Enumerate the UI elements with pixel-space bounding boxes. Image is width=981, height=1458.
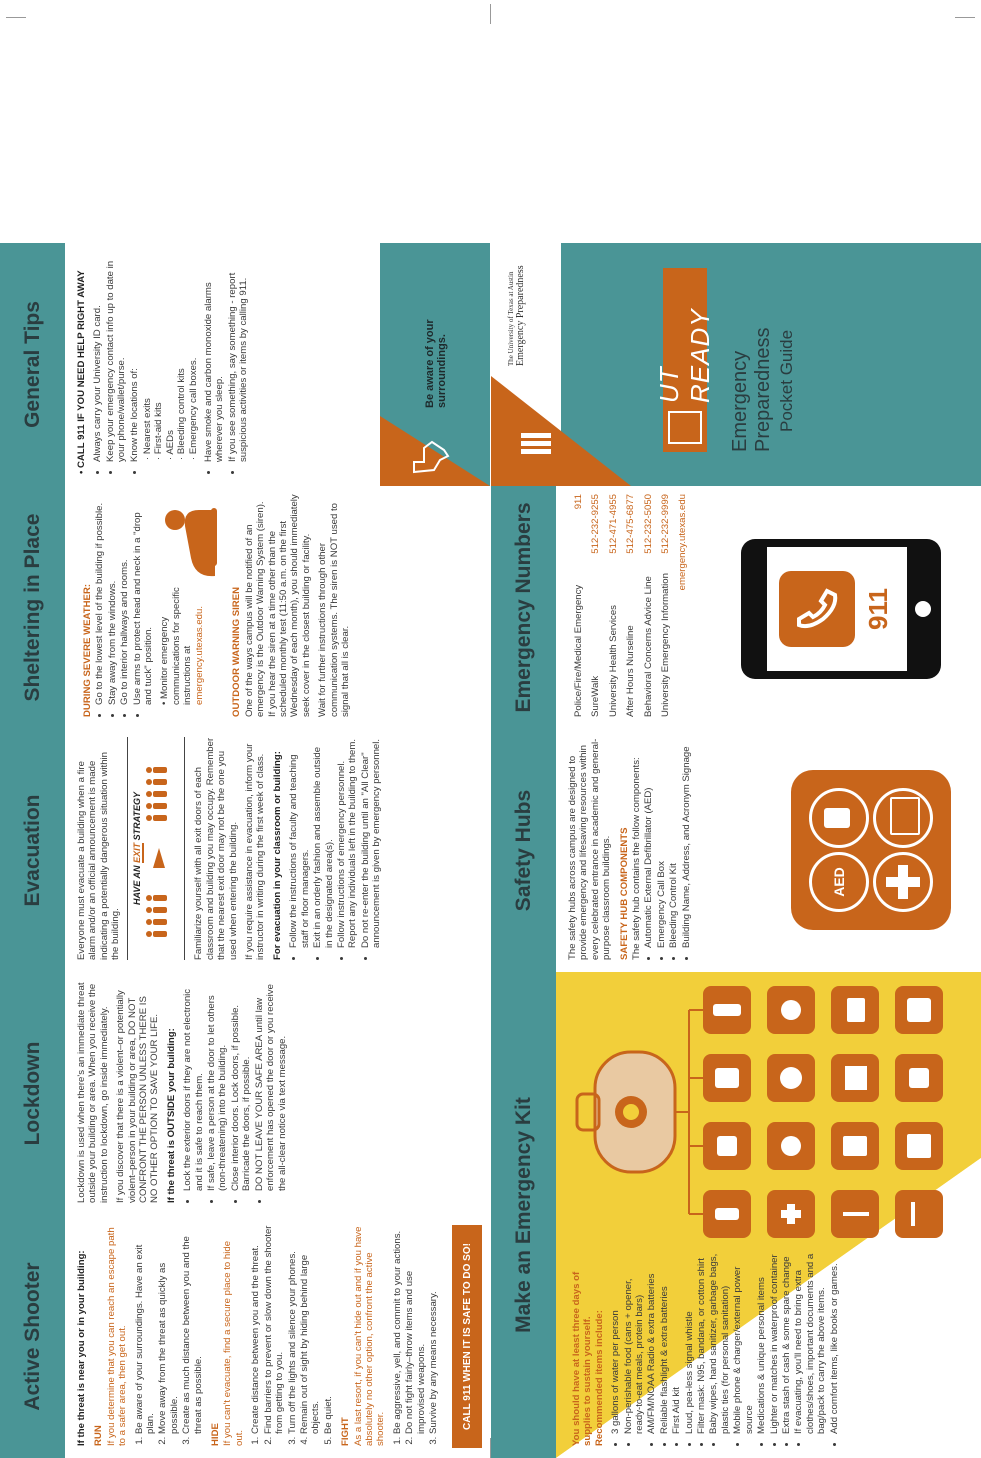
list-item: · AEDs	[164, 430, 176, 460]
monitor-link[interactable]: emergency.utexas.edu.	[193, 605, 205, 705]
list-item: • Stay away from the windows.	[107, 494, 118, 705]
list-item: • Follow instructions of emergency personnel. Report any individuals left in the building to them.	[336, 737, 359, 948]
monitor-text: • Monitor emergency communications for specific instructions at emergency.utexas.edu.	[159, 587, 205, 705]
ut-ready-logo	[654, 268, 715, 452]
list-item: • If evacuating, you'll need to bring extra clothes/shoes, important documents and a bag/pack to carry the above items.	[793, 1252, 827, 1434]
home-button	[915, 601, 931, 617]
panel-title: Active Shooter	[0, 1215, 65, 1458]
crop-mark	[490, 4, 491, 24]
list-item: • 3 gallons of water per person	[610, 1252, 621, 1434]
panel-title: Safety Hubs	[491, 729, 556, 972]
tips-list-2	[203, 251, 250, 474]
list-item: • Medications & unique personal items	[756, 1252, 767, 1434]
components-heading: SAFETY HUB COMPONENTS	[618, 827, 630, 960]
list-item: 3. Turn off the lights and silence your phones.	[287, 1223, 298, 1434]
list-item: · Bleeding control kits	[176, 368, 188, 460]
panel-active-shooter	[0, 1215, 490, 1458]
list-item: • Building Name, Address, and Acronym Signage	[681, 737, 692, 948]
org-line-2: Emergency Preparedness	[515, 265, 526, 366]
kit-intro: You should have at least three days of supplies to sustain yourself. Recommended items include:	[571, 1271, 605, 1446]
list-item: • Mobile phone & charger/external power source	[732, 1252, 755, 1434]
cover-title	[729, 243, 798, 452]
panel-body	[76, 737, 388, 960]
signage-icon	[873, 788, 933, 848]
panel-title: Make an Emergency Kit	[491, 972, 556, 1458]
list-item: • Emergency Call Box	[656, 737, 667, 948]
list-item: • Use arms to protect head and neck in a "drop and tuck" position.	[132, 494, 155, 705]
list-item: • Non-perishable food (cans + opener, ready-to-eat meals, protein bars)	[623, 1252, 646, 1434]
panel-body	[76, 1223, 444, 1446]
location-text: Bleeding control kits	[176, 368, 188, 455]
hide-list	[250, 1223, 334, 1446]
panel-body	[76, 980, 293, 1203]
monitor-label: Monitor emergency communications for specific instructions at	[159, 587, 194, 705]
list-item: • Add comfort items, like books or games.	[829, 1252, 840, 1434]
evacuation-list	[288, 737, 382, 960]
list-item: • If safe, leave a person at the door to let others (non-threatening) into the building.	[206, 980, 229, 1191]
list-item: • Go to the lowest level of the building if possible.	[94, 494, 105, 705]
panel-title: Sheltering in Place	[0, 486, 65, 729]
phone-number[interactable]: 512-471-4955	[607, 494, 619, 554]
list-item: • Reliable flashlight & extra batteries	[659, 1252, 670, 1434]
phone-screen	[767, 547, 907, 671]
list-item: • Exit in an orderly fashion and assemble outside in the designated area(s).	[312, 737, 335, 948]
number-row	[608, 494, 619, 717]
bottom-row	[491, 0, 981, 1458]
call-911-bar: CALL 911 WHEN IT IS SAFE TO DO SO!	[452, 1225, 482, 1448]
number-label: SureWalk	[590, 675, 602, 717]
classroom-heading: For evacuation in your classroom or building:	[271, 751, 283, 960]
components-intro: The safety hub contains the follow components:	[631, 757, 643, 960]
weather-list	[94, 494, 154, 717]
location-text: AEDs	[164, 430, 176, 455]
hide-heading: HIDE	[210, 1423, 222, 1446]
number-row	[643, 494, 654, 717]
cover-title-1: Emergency Preparedness	[729, 327, 774, 452]
people-exit-icon	[143, 749, 175, 949]
panel-body	[76, 494, 357, 717]
safety-hub-graphic	[791, 770, 951, 930]
evacuation-assistance: If you require assistance in evacuation, inform your instructor in writing during the first week of class.	[244, 743, 267, 960]
list-item: • Baby wipes, hand sanitizer, garbage bags, plastic ties (for personal sanitation)	[708, 1252, 731, 1434]
list-item: • Know the locations of:	[129, 251, 140, 462]
list-item: • Lighter or matches in waterproof container	[769, 1252, 780, 1434]
siren-paragraph: One of the ways campus will be notified of an emergency is the Outdoor Warning System (siren). If you hear the siren at a time other than the scheduled monthly test (11:50 a.m. on the first Wednesday of each month), you should immediately seek cover in the closest building or facility.	[243, 494, 312, 717]
locations-list	[142, 251, 199, 474]
texas-icon	[410, 438, 450, 478]
list-item: • AM/FM/NOAA Radio & extra batteries	[646, 1252, 657, 1434]
number-row	[625, 494, 636, 717]
panel-cover	[491, 243, 981, 486]
phone-number[interactable]: 512-232-9255	[590, 494, 602, 554]
intro-text: If the threat is near you or in your building:	[76, 1250, 87, 1446]
backpack-icon	[577, 1052, 675, 1172]
warning-icon	[521, 424, 571, 464]
crop-mark	[6, 17, 26, 18]
list-item: • Keep your emergency contact info up to date in your phone/wallet/purse.	[105, 251, 128, 462]
outside-heading: If the threat is OUTSIDE your building:	[165, 1028, 177, 1203]
run-list	[134, 1223, 204, 1446]
number-label: Behavioral Concerns Advice Line	[642, 576, 654, 717]
call-icon	[779, 571, 855, 647]
list-item: 5. Be quiet.	[323, 1223, 334, 1434]
list-item: 2. Move away from the threat as quickly as possible.	[157, 1223, 180, 1434]
phone-number[interactable]: 512-232-9999	[660, 494, 672, 554]
list-item: 1. Be aware of your surroundings. Have an exit plan.	[134, 1223, 157, 1434]
panel-general-tips	[0, 243, 490, 486]
list-item: • Bleeding Control Kit	[668, 737, 679, 948]
number-row	[590, 494, 601, 717]
list-item: • If you see something, say something - report suspicious activities or items by calling 911.	[227, 251, 250, 462]
panel-body	[567, 737, 697, 960]
panel-title: Lockdown	[0, 972, 65, 1215]
exit-strategy-graphic	[127, 737, 186, 960]
lockdown-list	[182, 980, 288, 1203]
list-item: • Have smoke and carbon monoxide alarms wherever you sleep.	[203, 251, 226, 462]
list-item: • Filter mask: N95, bandana, or cotton shirt	[696, 1252, 707, 1434]
panel-title: Evacuation	[0, 729, 65, 972]
brand-text: UT READY	[654, 308, 715, 403]
panel-blank-bottom	[491, 0, 981, 243]
awareness-banner	[380, 243, 490, 486]
evacuation-intro: Everyone must evacuate a building when a fire alarm and/or an official announcement is made indicating a potentially dangerous situation within the building.	[76, 752, 122, 960]
crop-mark	[955, 17, 975, 18]
panel-evacuation	[0, 729, 490, 972]
monitor-block	[159, 494, 225, 717]
location-text: Emergency call boxes.	[187, 357, 199, 455]
run-heading: RUN	[93, 1425, 105, 1446]
list-item: • Automatic External Defibrillator (AED)	[643, 737, 654, 948]
logo-icon	[668, 411, 702, 444]
number-label: After Hours Nurseline	[625, 625, 637, 717]
kit-list	[610, 1252, 840, 1446]
list-item: • DO NOT LEAVE YOUR SAFE AREA until law enforcement has opened the door or you receive the all-clear notice via text message.	[254, 980, 288, 1191]
list-item: • Lock the exterior doors if they are not electronic and it is safe to reach them.	[182, 980, 205, 1191]
call-911-heading: • CALL 911 IF YOU NEED HELP RIGHT AWAY	[76, 270, 87, 474]
location-text: Nearest exits	[142, 398, 154, 455]
list-item: 1. Be aggressive, yell, and commit to your actions.	[392, 1223, 403, 1434]
call-box-icon	[809, 788, 869, 848]
phone-911-text: 911	[863, 588, 893, 630]
list-item: • Go to interior hallways and rooms.	[119, 494, 130, 705]
strategy-text-b: EXIT	[131, 842, 142, 863]
crop-mark	[490, 1438, 491, 1458]
list-item: • Always carry your University ID card.	[92, 251, 103, 462]
fight-list	[392, 1223, 440, 1446]
run-subtext: If you determine that you can reach an escape path to a safer area, then get out.	[105, 1227, 129, 1446]
list-item: • Extra stash of cash & some spare change	[781, 1252, 792, 1434]
top-row	[0, 0, 490, 1458]
lockdown-intro: Lockdown is used when there's an immediate threat outside your building or area. When you receive the instruction to lockdown, go inside immediately.	[76, 982, 110, 1203]
siren-paragraph-2: Wait for further instructions through other communication systems. The siren is NOT used to signal that all is clear.	[317, 503, 352, 717]
org-line-1: The University of Texas at Austin	[507, 271, 515, 366]
phone-number[interactable]: 512-475-6877	[625, 494, 637, 554]
fight-heading: FIGHT	[340, 1417, 352, 1446]
panel-emergency-numbers	[491, 486, 981, 729]
kit-body	[571, 1252, 845, 1446]
list-item: 2. Find barriers to prevent or slow down the shooter from getting to you.	[263, 1223, 286, 1434]
emergency-link[interactable]: emergency.utexas.edu	[677, 494, 689, 591]
number-label: University Health Services	[607, 605, 619, 717]
strategy-text-a: HAVE AN	[131, 865, 142, 905]
tips-list	[92, 251, 140, 474]
list-item: • Follow the instructions of faculty and teaching staff or floor managers.	[288, 737, 311, 948]
panel-blank-top	[0, 0, 490, 243]
list-item: · Nearest exits	[142, 398, 154, 460]
list-item: 3. Survive by any means necessary.	[428, 1223, 439, 1434]
panel-emergency-kit	[491, 972, 981, 1458]
safety-hubs-intro: The safety hubs across campus are designed to provide emergency and lifesaving resources within every celebrated entrance in academic and general-purpose classroom buildings.	[567, 738, 613, 960]
list-item: • Loud, pea-less signal whistle	[684, 1252, 695, 1434]
panel-title: Emergency Numbers	[491, 486, 556, 729]
aed-icon: AED	[809, 852, 869, 912]
cover-title-2: Pocket Guide	[777, 329, 796, 432]
list-item: • First Aid kit	[671, 1252, 682, 1434]
phone-number[interactable]: 512-232-5050	[642, 494, 654, 554]
fight-subtext: As a last resort, if you can't hide out and if you have absolutely no other option, confront the active shooter.	[352, 1226, 387, 1446]
panel-title: General Tips	[0, 243, 65, 486]
number-label: University Emergency Information	[660, 573, 672, 717]
hide-subtext: If you can't evacuate, find a secure place to hide out.	[222, 1240, 245, 1446]
list-item: 4. Remain out of sight by hiding behind large objects.	[299, 1223, 322, 1434]
panel-safety-hubs	[491, 729, 981, 972]
location-text: First-aid kits	[153, 402, 165, 455]
kit-items-graphic	[571, 982, 971, 1242]
call-911-text: CALL 911 IF YOU NEED HELP RIGHT AWAY	[76, 270, 87, 468]
drop-and-tuck-icon	[155, 502, 225, 586]
list-item: 2. Do not fight fairly–throw items and use improvised weapons.	[404, 1223, 427, 1434]
number-row	[573, 494, 584, 717]
numbers-body	[573, 494, 689, 717]
list-item: 1. Create distance between you and the threat.	[250, 1223, 261, 1434]
handset-icon	[779, 571, 855, 647]
panel-body	[76, 251, 255, 474]
lockdown-warning: If you discover that there is a violent–or potentially violent–person in your building or area, DO NOT CONFRONT THE PERSON UNLESS THERE IS NO OTHER OPTION TO SAVE YOUR LIFE.	[115, 990, 161, 1203]
evacuation-familiarize: Familiarize yourself with all exit doors of each classroom and building you may occupy. Remember that the nearest exit door may not be the one you used when entering the building.	[193, 737, 239, 960]
list-item: • Close interior doors. Lock doors, if possible. Barricade the doors, if possible.	[230, 980, 253, 1191]
weather-heading: DURING SEVERE WEATHER:	[82, 583, 93, 717]
panel-lockdown	[0, 972, 490, 1215]
siren-heading: OUTDOOR WARNING SIREN	[231, 586, 243, 717]
list-item: 3. Create as much distance between you and the threat as possible.	[181, 1223, 204, 1434]
strategy-text-c: STRATEGY	[131, 792, 142, 841]
first-aid-icon	[873, 852, 933, 912]
exit-strategy-label	[132, 737, 143, 960]
org-block	[507, 265, 526, 366]
phone-number[interactable]: 911	[573, 494, 584, 510]
list-item: • Do not re-enter the building until an "All Clear" announcement is given by emergency personnel.	[360, 737, 383, 948]
awareness-text: Be aware of your surroundings.	[424, 319, 448, 408]
phone-icon	[741, 539, 941, 679]
number-label: Police/Fire/Medical Emergency	[573, 584, 584, 717]
number-row	[660, 494, 671, 717]
list-item: · Emergency call boxes.	[187, 357, 199, 460]
components-list	[643, 737, 692, 960]
panel-sheltering	[0, 486, 490, 729]
list-item: · First-aid kits	[153, 402, 165, 460]
